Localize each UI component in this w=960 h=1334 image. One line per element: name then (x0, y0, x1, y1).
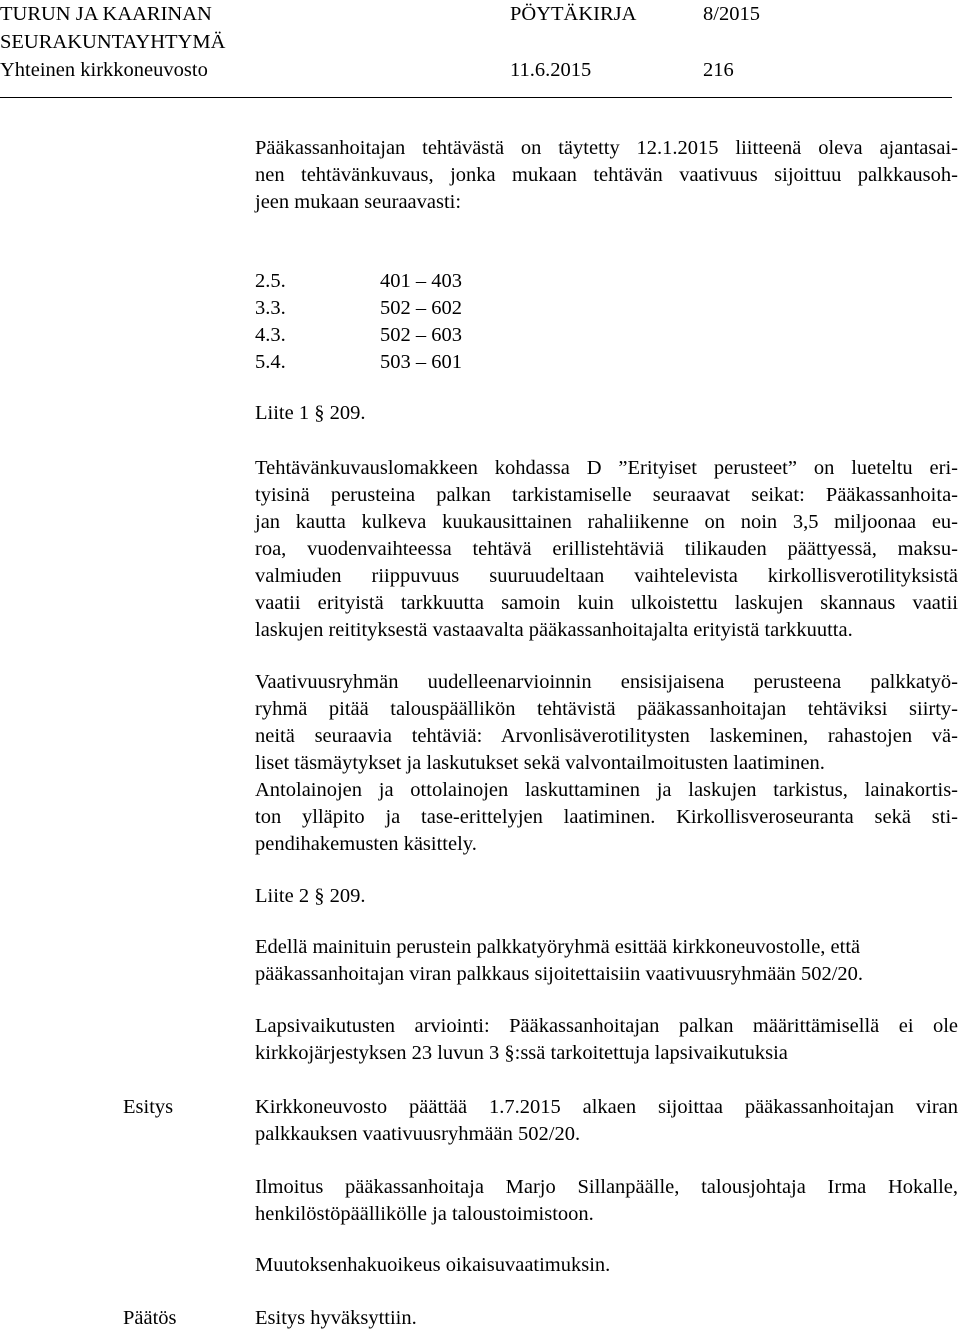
text-line: laskujen reitityksestä vastaavalta pääkassanhoitajalta erityistä tarkkuutta. (255, 619, 853, 641)
table-level: 5.4. (255, 351, 286, 373)
proposal-text (255, 1094, 958, 1148)
text-line: jan kautta kulkeva kuukausittainen rahaliikenne on noin 3,5 miljoonaa eu- (255, 511, 958, 533)
text-line: neitä seuraavia tehtäviä: Arvonlisäverotilitysten laskeminen, rahastojen vä- (255, 725, 958, 747)
text-line: liset täsmäytykset ja laskutukset sekä valvontailmoitusten laatiminen. (255, 752, 825, 774)
org-name-line1: TURUN JA KAARINAN (0, 3, 212, 25)
meeting-body: Yhteinen kirkkoneuvosto (0, 59, 208, 81)
reassessment-paragraph (255, 669, 958, 858)
child-impact-paragraph (255, 1013, 958, 1067)
table-range: 502 – 602 (380, 297, 462, 319)
decision-text (255, 1305, 958, 1332)
table-range: 401 – 403 (380, 270, 462, 292)
doc-number: 8/2015 (703, 3, 760, 25)
text-line: Antolainojen ja ottolainojen laskuttaminen ja laskujen tarkistus, lainakortis- (255, 779, 958, 801)
proposal-basis-paragraph (255, 934, 958, 988)
text-line: Edellä mainituin perustein palkkatyöryhmä esittää kirkkoneuvostolle, että (255, 936, 861, 958)
attachment-text: Liite 1 § 209. (255, 402, 366, 424)
text-line: roa, vuodenvaihteessa tehtävä erillistehtäviä tilikauden päättyessä, maksu- (255, 538, 958, 560)
proposal-label: Esitys (123, 1096, 174, 1118)
attachment-reference-1 (255, 400, 958, 427)
text-line: kirkkojärjestyksen 23 luvun 3 §:ssä tarkoitettuja lapsivaikutuksia (255, 1042, 788, 1064)
text-line: pendihakemusten käsittely. (255, 833, 477, 855)
text-line: palkkauksen vaativuusryhmään 502/20. (255, 1123, 581, 1145)
text-line: Vaativuusryhmän uudelleenarvioinnin ensisijaisena perusteena palkkatyö- (255, 671, 958, 693)
text-line: Pääkassanhoitajan tehtävästä on täytetty 12.1.2015 liitteenä oleva ajantasai- (255, 137, 958, 159)
intro-paragraph (255, 135, 958, 216)
org-name-line2: SEURAKUNTAYHTYMÄ (0, 31, 226, 53)
doc-type: PÖYTÄKIRJA (510, 3, 637, 25)
notice-paragraph (255, 1174, 958, 1228)
table-row (255, 295, 555, 322)
text-line: Esitys hyväksyttiin. (255, 1307, 417, 1329)
text-line: henkilöstöpäällikölle ja taloustoimistoon. (255, 1203, 594, 1225)
appeal-text (255, 1252, 958, 1279)
text-line: Muutoksenhakuoikeus oikaisuvaatimuksin. (255, 1254, 611, 1276)
decision-label: Päätös (123, 1307, 177, 1329)
table-level: 3.3. (255, 297, 286, 319)
text-line: tyisinä perusteina palkan tarkistamiselle seuraavat seikat: Pääkassanhoita- (255, 484, 958, 506)
table-row (255, 349, 555, 376)
attachment-reference-2 (255, 883, 958, 910)
special-criteria-paragraph (255, 455, 958, 644)
text-line: Ilmoitus pääkassanhoitaja Marjo Sillanpäälle, talousjohtaja Irma Hokalle, (255, 1176, 958, 1198)
text-line: Kirkkoneuvosto päättää 1.7.2015 alkaen sijoittaa pääkassanhoitajan viran (255, 1096, 958, 1118)
meeting-date: 11.6.2015 (510, 59, 592, 81)
header-divider (0, 97, 952, 98)
table-row (255, 268, 555, 295)
text-line: ton ylläpito ja tase-erittelyjen laatiminen. Kirkollisveroseuranta sekä sti- (255, 806, 958, 828)
page-number: 216 (703, 59, 734, 81)
table-level: 4.3. (255, 324, 286, 346)
text-line: pääkassanhoitajan viran palkkaus sijoitettaisiin vaativuusryhmään 502/20. (255, 963, 864, 985)
text-line: Lapsivaikutusten arviointi: Pääkassanhoitajan palkan määrittämisellä ei ole (255, 1015, 958, 1037)
text-line: ryhmä pitää talouspäällikön tehtävistä pääkassanhoitajan tehtäviksi siirty- (255, 698, 958, 720)
table-row (255, 322, 555, 349)
document-header (0, 0, 960, 84)
table-range: 503 – 601 (380, 351, 462, 373)
table-range: 502 – 603 (380, 324, 462, 346)
text-line: Tehtävänkuvauslomakkeen kohdassa D ”Erityiset perusteet” on lueteltu eri- (255, 457, 958, 479)
text-line: vaatii erityistä tarkkuutta samoin kuin ulkoistettu laskujen skannaus vaatii (255, 592, 958, 614)
attachment-text: Liite 2 § 209. (255, 885, 366, 907)
text-line: nen tehtävänkuvaus, jonka mukaan tehtävän vaativuus sijoittuu palkkausoh- (255, 164, 958, 186)
text-line: valmiuden riippuvuus suuruudeltaan vaihtelevista kirkollisverotilityksistä (255, 565, 958, 587)
table-level: 2.5. (255, 270, 286, 292)
text-line: jeen mukaan seuraavasti: (255, 191, 462, 213)
